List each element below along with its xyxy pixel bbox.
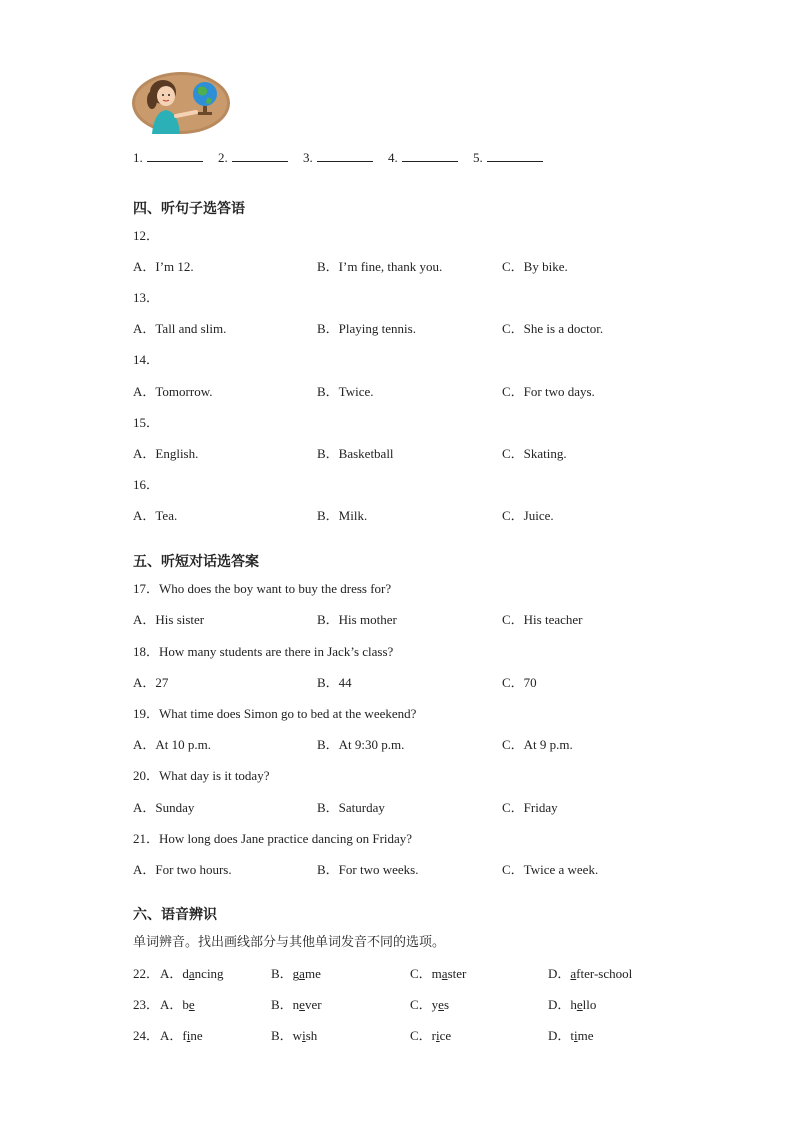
- option-c[interactable]: C．At 9 p.m.: [502, 737, 573, 752]
- blank-line[interactable]: [402, 151, 458, 162]
- teacher-globe-illustration: [130, 70, 232, 136]
- option-a[interactable]: A．fine: [160, 1028, 203, 1043]
- section-title-4: 四、听句子选答语: [133, 201, 245, 217]
- underlined-letter: a: [299, 966, 305, 981]
- answer-blanks-row: [133, 150, 555, 166]
- option-b[interactable]: B．Basketball: [317, 446, 394, 461]
- question-number: 15．: [133, 415, 160, 430]
- option-d[interactable]: D．time: [548, 1028, 594, 1043]
- option-a[interactable]: A．Tomorrow.: [133, 384, 213, 399]
- option-b[interactable]: B．44: [317, 675, 352, 690]
- option-d[interactable]: D．after-school: [548, 966, 633, 981]
- underlined-letter: i: [186, 1028, 191, 1043]
- option-c[interactable]: C．yes: [410, 997, 450, 1012]
- question-number: 14．: [133, 352, 160, 367]
- question-number: 13．: [133, 290, 160, 305]
- option-a[interactable]: A．be: [160, 997, 195, 1012]
- question-text: 21．How long does Jane practice dancing on Friday?: [133, 831, 413, 846]
- blank-item: 3.: [303, 150, 373, 166]
- option-c[interactable]: C．Friday: [502, 800, 558, 815]
- option-a[interactable]: A．I’m 12.: [133, 259, 194, 274]
- option-c[interactable]: C．rice: [410, 1028, 452, 1043]
- option-b[interactable]: B．Milk.: [317, 508, 368, 523]
- blank-item: 4.: [388, 150, 458, 166]
- blank-line[interactable]: [317, 151, 373, 162]
- underlined-letter: a: [570, 966, 577, 981]
- question-text: 17．Who does the boy want to buy the dress for?: [133, 581, 392, 596]
- option-b[interactable]: B．wish: [271, 1028, 318, 1043]
- option-b[interactable]: B．His mother: [317, 612, 397, 627]
- option-c[interactable]: C．Twice a week.: [502, 862, 599, 877]
- option-a[interactable]: A．His sister: [133, 612, 205, 627]
- option-a[interactable]: A．For two hours.: [133, 862, 232, 877]
- option-c[interactable]: C．Juice.: [502, 508, 554, 523]
- underlined-letter: i: [574, 1028, 578, 1043]
- underlined-letter: e: [576, 997, 583, 1012]
- option-a[interactable]: A．dancing: [160, 966, 224, 981]
- question-number: 23．: [133, 997, 160, 1012]
- option-b[interactable]: B．At 9:30 p.m.: [317, 737, 405, 752]
- underlined-letter: i: [302, 1028, 306, 1043]
- blank-line[interactable]: [147, 151, 203, 162]
- underlined-letter: e: [299, 997, 305, 1012]
- section-title-5: 五、听短对话选答案: [133, 554, 259, 570]
- question-number: 22．: [133, 966, 160, 981]
- blank-line[interactable]: [487, 151, 543, 162]
- section-title-6: 六、语音辨识: [133, 907, 217, 923]
- option-c[interactable]: C．For two days.: [502, 384, 595, 399]
- section-instruction: 单词辨音。找出画线部分与其他单词发音不同的选项。: [133, 935, 446, 950]
- option-b[interactable]: B．I’m fine, thank you.: [317, 259, 443, 274]
- option-b[interactable]: B．Twice.: [317, 384, 374, 399]
- underlined-letter: e: [188, 997, 195, 1012]
- option-a[interactable]: A．English.: [133, 446, 199, 461]
- option-c[interactable]: C．master: [410, 966, 467, 981]
- blank-item: 1.: [133, 150, 203, 166]
- question-text: 20．What day is it today?: [133, 768, 270, 783]
- question-number: 12．: [133, 228, 160, 243]
- underlined-letter: a: [188, 966, 195, 981]
- option-c[interactable]: C．She is a doctor.: [502, 321, 604, 336]
- option-c[interactable]: C．70: [502, 675, 537, 690]
- option-a[interactable]: A．Tea.: [133, 508, 178, 523]
- option-c[interactable]: C．His teacher: [502, 612, 583, 627]
- underlined-letter: e: [438, 997, 444, 1012]
- blank-item: 5.: [473, 150, 543, 166]
- question-text: 18．How many students are there in Jack’s class?: [133, 644, 394, 659]
- option-a[interactable]: A．Sunday: [133, 800, 195, 815]
- underlined-letter: i: [436, 1028, 440, 1043]
- option-a[interactable]: A．At 10 p.m.: [133, 737, 212, 752]
- option-c[interactable]: C．Skating.: [502, 446, 567, 461]
- question-number: 24．: [133, 1028, 160, 1043]
- blank-item: 2.: [218, 150, 288, 166]
- option-b[interactable]: B．Saturday: [317, 800, 385, 815]
- question-text: 19．What time does Simon go to bed at the weekend?: [133, 706, 417, 721]
- option-a[interactable]: A．27: [133, 675, 169, 690]
- option-b[interactable]: B．never: [271, 997, 322, 1012]
- question-number: 16．: [133, 477, 160, 492]
- option-c[interactable]: C．By bike.: [502, 259, 568, 274]
- option-b[interactable]: B．game: [271, 966, 321, 981]
- option-b[interactable]: B．For two weeks.: [317, 862, 419, 877]
- underlined-letter: a: [441, 966, 448, 981]
- option-d[interactable]: D．hello: [548, 997, 597, 1012]
- option-b[interactable]: B．Playing tennis.: [317, 321, 416, 336]
- option-a[interactable]: A．Tall and slim.: [133, 321, 227, 336]
- blank-line[interactable]: [232, 151, 288, 162]
